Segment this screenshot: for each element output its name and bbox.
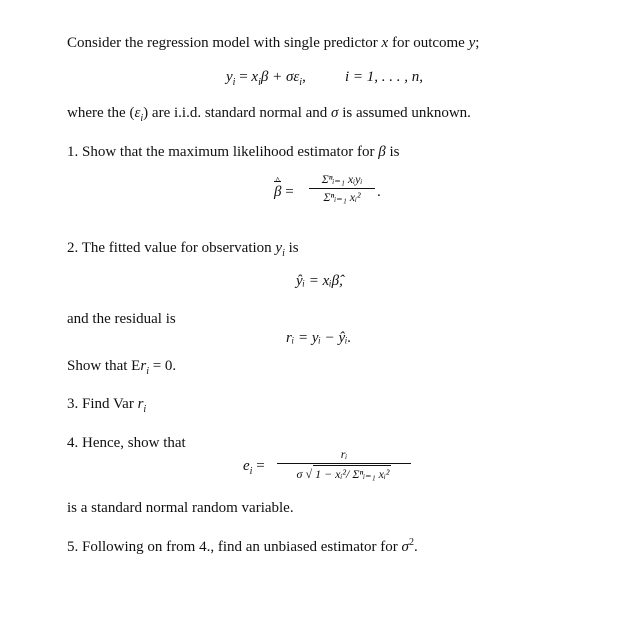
model-rhs-comma: , bbox=[302, 69, 306, 85]
q1-fraction bbox=[309, 172, 375, 204]
q2-text: 2. The fitted value for observation bbox=[67, 240, 276, 256]
residual-equation: rᵢ = yᵢ − ŷᵢ. bbox=[286, 330, 352, 346]
show-expectation-line bbox=[67, 357, 176, 375]
residual-text: and the residual is bbox=[67, 311, 176, 327]
where-end: is assumed unknown. bbox=[338, 105, 471, 121]
model-rhs-sub: i bbox=[258, 77, 261, 88]
q4-lhs bbox=[243, 458, 265, 475]
outcome-variable: y bbox=[468, 35, 476, 51]
q1-eq-sign: = bbox=[281, 184, 294, 200]
model-lhs: y bbox=[226, 69, 233, 85]
model-equation bbox=[226, 69, 306, 86]
q4-e-sub: i bbox=[249, 466, 253, 477]
q2-var: y bbox=[275, 240, 283, 256]
q4-den-root: 1 − xᵢ²/ Σⁿᵢ₌₁ xᵢ² bbox=[315, 467, 390, 481]
intro-text-end: ; bbox=[475, 35, 480, 51]
intro-text-mid: for outcome bbox=[388, 35, 469, 51]
beta-hat bbox=[274, 175, 282, 201]
q2-var-sub: i bbox=[282, 248, 285, 259]
q5-text: 5. Following on from 4., find an unbiased estimator for bbox=[67, 539, 402, 555]
q2-end: is bbox=[284, 240, 299, 256]
q1-beta: β bbox=[378, 144, 386, 160]
model-rhs-beta: β + σε bbox=[260, 69, 300, 85]
q1-numerator: Σⁿᵢ₌₁ xᵢyᵢ bbox=[321, 172, 363, 186]
q1-estimator-lhs bbox=[274, 175, 294, 201]
q1-text: 1. Show that the maximum likelihood estimator for bbox=[67, 144, 379, 160]
epsilon-sub: i bbox=[140, 113, 144, 124]
show-end: = 0. bbox=[148, 358, 177, 374]
epsilon-symbol: ε bbox=[134, 105, 141, 121]
q4-den-sigma: σ bbox=[296, 467, 303, 481]
q1-fraction-bar bbox=[309, 188, 375, 189]
where-mid: ) are i.i.d. standard normal and bbox=[143, 105, 332, 121]
model-eq-sign: = bbox=[235, 69, 252, 85]
intro-line bbox=[67, 34, 479, 52]
beta-hat-symbol: β bbox=[274, 184, 282, 200]
q4-numerator: rᵢ bbox=[340, 447, 348, 461]
q5-sigma: σ bbox=[401, 539, 409, 555]
q5-sigma-power: 2 bbox=[408, 537, 414, 548]
fitted-value-equation: ŷᵢ = xᵢβ̂, bbox=[296, 273, 343, 289]
q3-text: 3. Find Var bbox=[67, 396, 138, 412]
q3-var-sub: i bbox=[143, 404, 147, 415]
question-4: 4. Hence, show that bbox=[67, 435, 186, 451]
predictor-variable: x bbox=[381, 35, 389, 51]
q1-period: . bbox=[377, 184, 381, 200]
model-lhs-sub: i bbox=[232, 77, 236, 88]
model-index-range: i = 1, . . . , n, bbox=[345, 69, 424, 85]
intro-text-start: Consider the regression model with single predictor bbox=[67, 35, 382, 51]
show-text: Show that E bbox=[67, 358, 141, 374]
q1-end: is bbox=[385, 144, 400, 160]
model-rhs-x: x bbox=[251, 69, 259, 85]
q4-fraction bbox=[277, 447, 411, 481]
q3-var: r bbox=[137, 396, 144, 412]
show-var: r bbox=[140, 358, 147, 374]
where-line bbox=[67, 104, 471, 122]
q4-e-symbol: e bbox=[243, 458, 250, 474]
q4-conclusion: is a standard normal random variable. bbox=[67, 500, 294, 516]
q4-denominator bbox=[277, 465, 411, 481]
question-1 bbox=[67, 143, 399, 161]
where-start: where the ( bbox=[67, 105, 135, 121]
question-5 bbox=[67, 538, 418, 556]
q5-end: . bbox=[413, 539, 418, 555]
q4-fraction-bar bbox=[277, 463, 411, 464]
model-rhs-eps-sub: i bbox=[299, 77, 303, 88]
sqrt-icon: √ bbox=[305, 467, 313, 481]
hat-icon: ^ bbox=[275, 175, 281, 187]
sigma-symbol: σ bbox=[331, 105, 339, 121]
q1-denominator: Σⁿᵢ₌₁ xᵢ² bbox=[323, 190, 361, 204]
show-var-sub: i bbox=[146, 366, 149, 377]
question-3 bbox=[67, 395, 146, 413]
q4-eq-sign: = bbox=[252, 458, 265, 474]
question-2 bbox=[67, 239, 299, 257]
